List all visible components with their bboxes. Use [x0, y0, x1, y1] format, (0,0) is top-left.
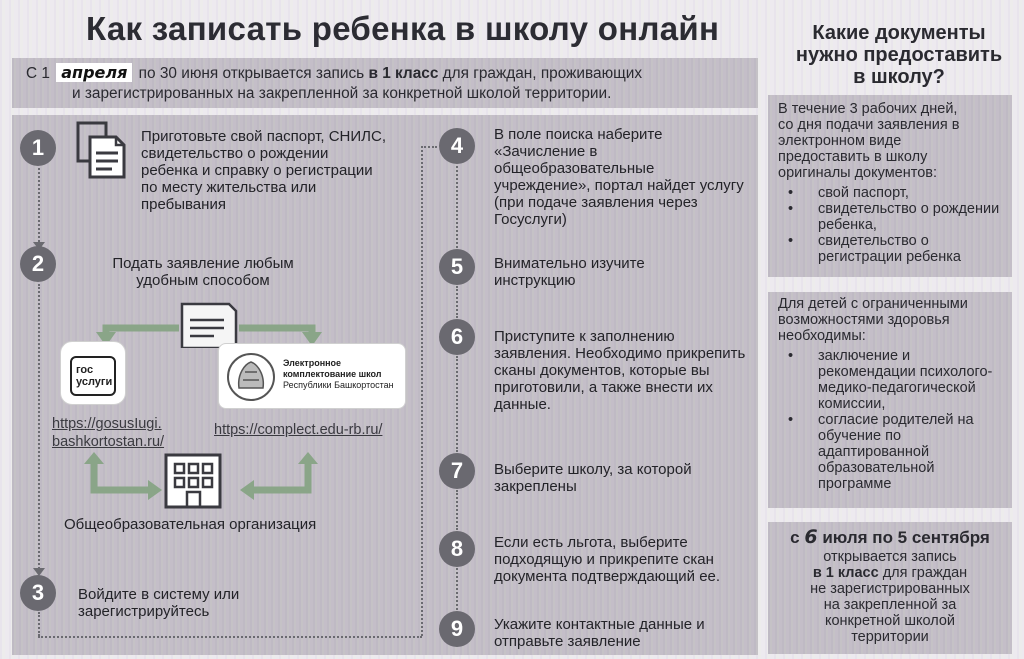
connector-bottom: [38, 636, 422, 638]
step-number-6: 6: [439, 319, 475, 355]
step-text-7: Выберите школу, за которой закреплены: [494, 461, 692, 495]
page-title: Как записать ребенка в школу онлайн: [86, 10, 720, 47]
connector-4-5: [456, 166, 458, 248]
period-bold: в 1 класс: [812, 565, 879, 581]
organization-label: Общеобразовательная организация: [64, 516, 317, 533]
complect-line1: Электронное: [283, 358, 342, 368]
step-number-7: 7: [439, 453, 475, 489]
documents-item: • свидетельство о рождении ребенка,: [778, 201, 1002, 233]
step-text-3: Войдите в систему или зарегистрируйтесь: [78, 586, 240, 620]
period-rest: не зарегистрированных на закрепленной за конкретной школой территории: [810, 581, 970, 645]
emblem-icon: [225, 350, 277, 404]
complect-link[interactable]: https://complect.edu-rb.ru/: [214, 422, 383, 438]
disability-item: • заключение и рекомендации психолого-медико-педагогической комиссии,: [778, 348, 1002, 412]
step-text-6: Приступите к заполнению заявления. Необходимо прикрепить сканы документов, которые вы приготовили, а также внести их данные.: [494, 328, 746, 413]
documents-item: • свидетельство о регистрации ребенка: [778, 233, 1002, 265]
application-flow-icon: [84, 298, 334, 348]
period-head: июля по 5 сентября: [822, 528, 990, 547]
connector-6-7: [456, 356, 458, 452]
connector-up: [421, 146, 423, 636]
step-text-2: Подать заявление любым удобным способом: [112, 255, 294, 289]
documents-item: • свой паспорт,: [778, 185, 1002, 201]
complect-logo[interactable]: [218, 343, 406, 409]
second-period-box: [768, 522, 1012, 654]
connector-to-4: [421, 146, 437, 148]
step-text-9: Укажите контактные данные и отправьте заявление: [494, 616, 705, 650]
step-number-8: 8: [439, 531, 475, 567]
gosuslugi-logo[interactable]: [60, 341, 126, 405]
connector-3-bottom: [38, 612, 40, 636]
step-text-8: Если есть льгота, выберите подходящую и прикрепите скан документа подтверждающий ее.: [494, 534, 721, 585]
step-text-1: Приготовьте свой паспорт, СНИЛС, свидетельство о рождении ребенка и справку о регистрации по месту жительства или пребывания: [141, 128, 386, 213]
gosuslugi-logo-line2: услуги: [76, 376, 113, 388]
period-line2: для граждан: [882, 565, 968, 581]
intro-text-1: по 30 июня открывается запись: [138, 65, 365, 82]
step-number-1: 1: [20, 130, 56, 166]
gosuslugi-logo-line1: гос: [76, 364, 94, 376]
gosuslugi-link[interactable]: https://gosusIugi. bashkortostan.ru/: [52, 416, 165, 450]
complect-line2: комплектование школ: [283, 369, 382, 379]
complect-line3: Республики Башкортостан: [283, 380, 394, 390]
intro-prefix: С 1: [26, 65, 50, 82]
period-c: с: [790, 528, 800, 547]
connector-8-9: [456, 568, 458, 610]
disability-item: • согласие родителей на обучение по адаптированной образовательной программе: [778, 412, 1002, 492]
intro-text-2: для граждан, проживающих: [442, 65, 643, 82]
handwritten-day: 6: [804, 526, 818, 548]
step-number-4: 4: [439, 128, 475, 164]
handwritten-month: апреля: [56, 63, 132, 82]
documents-box: [768, 95, 1012, 277]
step-text-4: В поле поиска наберите «Зачисление в общеобразовательные учреждение», портал найдет услугу (при подаче заявления через Госуслуги): [494, 126, 744, 228]
period-line1: открывается запись: [823, 549, 957, 565]
right-heading: Какие документы нужно предоставить в школу?: [795, 22, 1003, 88]
step-number-5: 5: [439, 249, 475, 285]
disability-box: [768, 292, 1012, 508]
intro-banner: [12, 58, 758, 108]
connector-5-6: [456, 286, 458, 318]
connector-2-3: [38, 284, 40, 572]
step-number-3: 3: [20, 575, 56, 611]
documents-icon: [76, 121, 126, 179]
connector-1-2: [38, 168, 40, 246]
disability-intro: Для детей с ограниченными возможностями здоровья необходимы:: [778, 296, 968, 344]
documents-intro: В течение 3 рабочих дней, со дня подачи заявления в электронном виде предоставить в школу оригиналы документов:: [778, 101, 960, 181]
school-building-icon: [163, 452, 223, 510]
intro-bold: в 1 класс: [368, 65, 439, 82]
connector-7-8: [456, 490, 458, 530]
intro-line-2: и зарегистрированных на закрепленной за конкретной школой территории.: [72, 85, 612, 102]
step-number-2: 2: [20, 246, 56, 282]
step-text-5: Внимательно изучите инструкцию: [494, 255, 645, 289]
step-number-9: 9: [439, 611, 475, 647]
